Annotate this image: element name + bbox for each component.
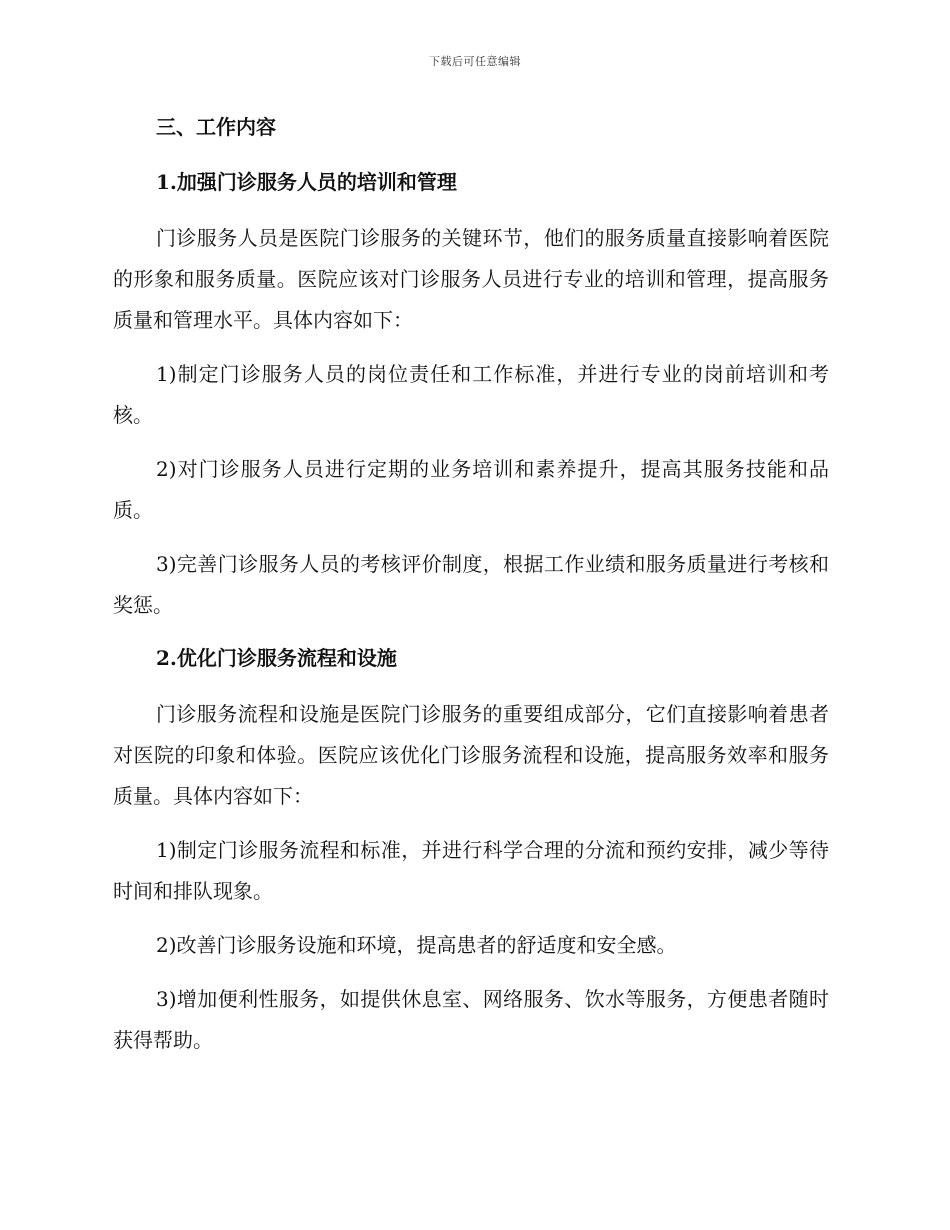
list-item-training-3: 3)完善门诊服务人员的考核评价制度，根据工作业绩和服务质量进行考核和奖惩。 [113, 552, 829, 617]
list-item-training-1: 1)制定门诊服务人员的岗位责任和工作标准，并进行专业的岗前培训和考核。 [113, 362, 829, 427]
list-item-process-2: 2)改善门诊服务设施和环境，提高患者的舒适度和安全感。 [156, 933, 677, 957]
paragraph-process-intro: 门诊服务流程和设施是医院门诊服务的重要组成部分，它们直接影响着患者对医院的印象和体验。医院应该优化门诊服务流程和设施，提高服务效率和服务质量。具体内容如下： [113, 702, 829, 808]
list-item-process-3: 3)增加便利性服务，如提供休息室、网络服务、饮水等服务，方便患者随时获得帮助。 [113, 987, 829, 1052]
document-body [113, 108, 829, 1074]
section-title: 三、工作内容 [156, 115, 276, 139]
list-item-training-2: 2)对门诊服务人员进行定期的业务培训和素养提升，提高其服务技能和品质。 [113, 457, 829, 522]
paragraph-training-intro: 门诊服务人员是医院门诊服务的关键环节，他们的服务质量直接影响着医院的形象和服务质量。医院应该对门诊服务人员进行专业的培训和管理，提高服务质量和管理水平。具体内容如下： [113, 226, 829, 332]
header-note: 下载后可任意编辑 [429, 55, 521, 68]
subsection-title-training: 1.加强门诊服务人员的培训和管理 [156, 170, 457, 194]
list-item-process-1: 1)制定门诊服务流程和标准，并进行科学合理的分流和预约安排，减少等待时间和排队现象。 [113, 838, 829, 903]
subsection-title-process: 2.优化门诊服务流程和设施 [156, 646, 397, 670]
